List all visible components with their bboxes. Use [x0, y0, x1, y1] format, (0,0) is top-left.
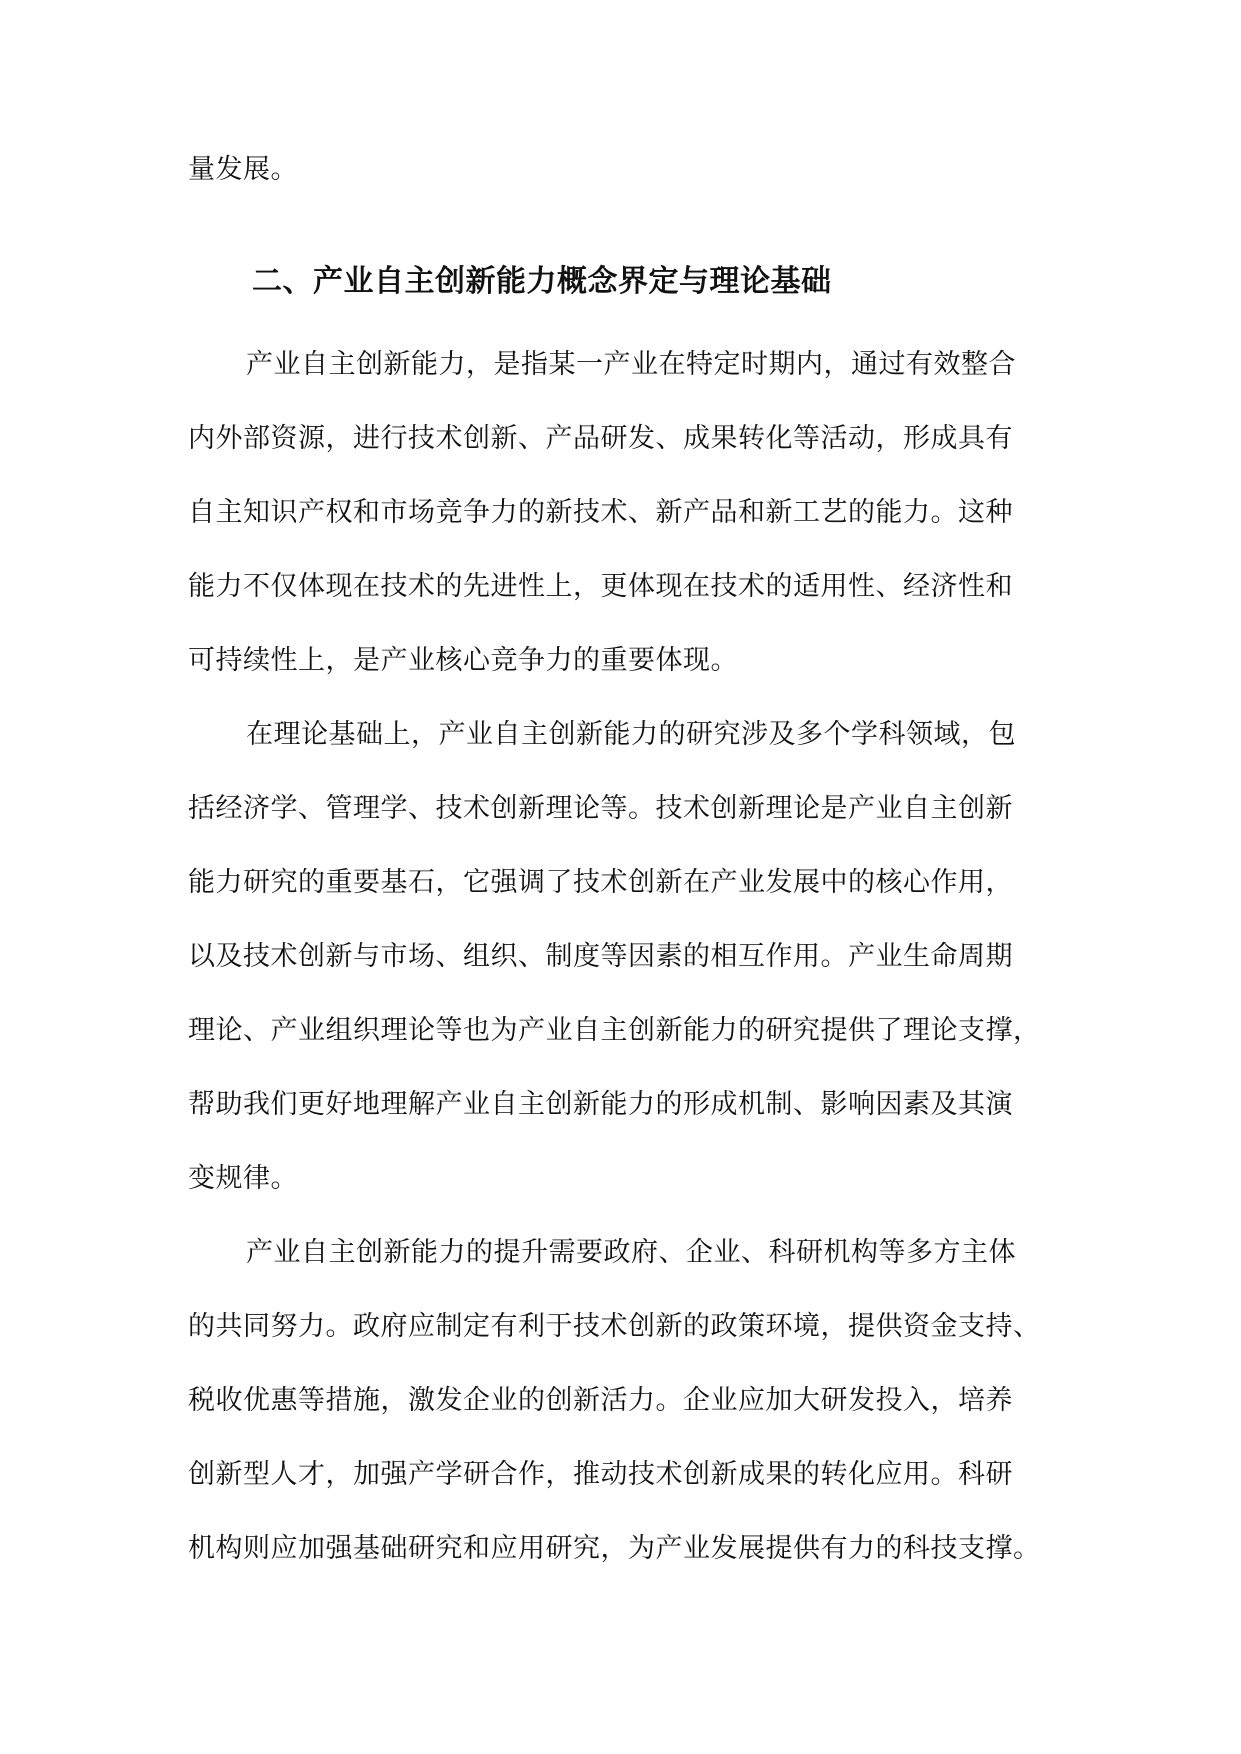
- paragraph-3-line: 税收优惠等措施，激发企业的创新活力。企业应加大研发投入，培养: [188, 1385, 1013, 1416]
- paragraph-1-line: 能力不仅体现在技术的先进性上，更体现在技术的适用性、经济性和: [188, 571, 1013, 602]
- paragraph-2-line: 理论、产业组织理论等也为产业自主创新能力的研究提供了理论支撑，: [188, 1015, 1041, 1046]
- section-heading: 二、产业自主创新能力概念界定与理论基础: [252, 264, 832, 299]
- paragraph-2-line: 在理论基础上，产业自主创新能力的研究涉及多个学科领域，包: [246, 719, 1016, 750]
- paragraph-1-line: 内外部资源，进行技术创新、产品研发、成果转化等活动，形成具有: [188, 423, 1013, 454]
- paragraph-1-line: 产业自主创新能力，是指某一产业在特定时期内，通过有效整合: [246, 349, 1016, 380]
- paragraph-3-line: 创新型人才，加强产学研合作，推动技术创新成果的转化应用。科研: [188, 1459, 1013, 1490]
- paragraph-1-line: 可持续性上，是产业核心竞争力的重要体现。: [188, 645, 738, 676]
- paragraph-2-line: 能力研究的重要基石，它强调了技术创新在产业发展中的核心作用，: [188, 867, 1013, 898]
- paragraph-3-line: 产业自主创新能力的提升需要政府、企业、科研机构等多方主体: [246, 1237, 1016, 1268]
- paragraph-1-line: 自主知识产权和市场竞争力的新技术、新产品和新工艺的能力。这种: [188, 497, 1013, 528]
- paragraph-3-line: 的共同努力。政府应制定有利于技术创新的政策环境，提供资金支持、: [188, 1311, 1041, 1342]
- paragraph-2-line: 以及技术创新与市场、组织、制度等因素的相互作用。产业生命周期: [188, 941, 1013, 972]
- paragraph-2-line: 变规律。: [188, 1163, 298, 1194]
- paragraph-2-line: 帮助我们更好地理解产业自主创新能力的形成机制、影响因素及其演: [188, 1089, 1013, 1120]
- paragraph-2-line: 括经济学、管理学、技术创新理论等。技术创新理论是产业自主创新: [188, 793, 1013, 824]
- text-line: 量发展。: [188, 154, 298, 185]
- paragraph-3-line: 机构则应加强基础研究和应用研究，为产业发展提供有力的科技支撑。: [188, 1533, 1041, 1564]
